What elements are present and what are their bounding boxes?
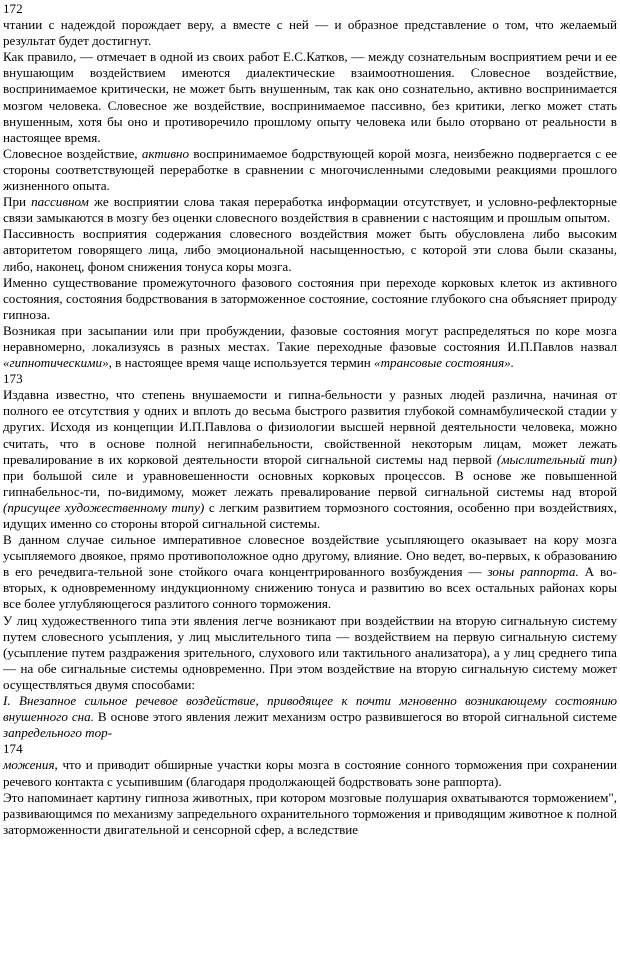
- italic-text: можения,: [3, 757, 58, 773]
- text-run: в настоящее время чаще используется термин: [111, 355, 375, 371]
- paragraph: [3, 693, 617, 741]
- text-run: Пассивность восприятия содержания словесного воздействия может быть обусловлена либо высоким авторитетом говорящего лица, либо эмоциональной насыщенностью, с которой эти слова были сказаны, либо, наконец, фоном снижения тонуса коры мозга.: [3, 226, 617, 274]
- paragraph: [3, 275, 617, 323]
- page-number: 174: [3, 741, 23, 757]
- italic-text: активно: [141, 145, 190, 161]
- paragraph: [3, 613, 617, 693]
- italic-text: зоны раппорта.: [487, 564, 579, 580]
- italic-text: запредельного тор-: [3, 725, 113, 741]
- text-run: Как правило, — отмечает в одной из своих работ Е.С.Катков, — между сознательным восприятием речи и ее внушающим воздействием имеются диалектические взаимоотношения. Словесное воздействие, воспринимаемое критически, не может быть внушенным, так как оно сознательно, активно воспринимается мозгом человека. Словесное же воздействие, воспринимаемое пассивно, без критики, легко может стать внушенным, хотя бы оно и противоречило прошлому опыту человека или было оторвано от реальности в настоящее время.: [3, 49, 617, 145]
- text-run: Это напоминает картину гипноза животных, при котором мозговые полушария охватываются торможением", развивающимся по механизму запредельного охранительного торможения и приводящим животное к полной заторможенности двигательной и сенсорной сфер, а вследствие: [3, 789, 617, 837]
- paragraph: [3, 387, 617, 532]
- text-run: Словесное воздействие,: [3, 145, 142, 161]
- page-number: 172: [3, 1, 23, 16]
- italic-text: I. Внезапное сильное речевое воздействие, приводящее к почти мгновенно возникающему состоянию внушенного сна.: [3, 693, 617, 725]
- italic-text: (мыслительный тип): [496, 451, 617, 467]
- text-run: что и приводит обширные участки коры мозга в состояние сонного торможения при сохранении речевого контакта с усыпившим (благодаря продолжающей бодрствовать зоне раппорта).: [3, 757, 617, 789]
- text-run: с легким развитием тормозного состояния, особенно при воздействиях, идущих именно со стороны второй сигнальной системы.: [3, 499, 618, 531]
- paragraph: [3, 757, 617, 789]
- document-page: [0, 1, 620, 957]
- text-run: У лиц художественного типа эти явления легче возникают при воздействии на вторую сигнальную систему путем словесного усыпления, у лиц мыслительного типа — воздействием на первую сигнальную систему (усыпление путем раздражения зрительного, слухового или тактильного анализатора), а у лиц среднего типа — на обе сигнальные системы одновременно. При этом воздействие на вторую сигнальную систему может осуществляться двумя способами:: [3, 612, 617, 692]
- text-run: При: [3, 194, 32, 210]
- text-run: Именно существование промежуточного фазового состояния при переходе корковых клеток из активного состояния, состояния бодрствования в заторможенное состояние, состояние глубокого сна объясняет природу гипноза.: [3, 274, 617, 322]
- paragraph: [3, 532, 617, 612]
- text-run: при большой силе и уравновешенности основных корковых процессов. В основе же повышенной гипнабельнос-ти, по-видимому, может лежать превалирование первой сигнальной системы над второй: [3, 467, 617, 499]
- text-run: воспринимаемое бодрствующей корой мозга, неизбежно подвергается с ее стороны соответствующей переработке в сравнении с многочисленными следовыми реакциями прошлого жизненного опыта.: [3, 145, 617, 194]
- paragraph: [3, 323, 617, 371]
- paragraph: [3, 790, 617, 838]
- text-run: Возникая при засыпании или при пробуждении, фазовые состояния могут распределяться по коре мозга неравномерно, локализуясь в разных местах. Такие переходные фазовые состояния И.П.Павлов назвал: [3, 322, 617, 354]
- paragraph: [3, 17, 617, 49]
- text-run: чтании с надеждой порождает веру, а вместе с ней — и образное представление о том, что желаемый результат будет достигнут.: [3, 17, 617, 49]
- text-run: А во-вторых, к одновременному индукционному снижению тонуса и развитию во всех остальных районах коры все более углубляющегося разлитого сонного торможения.: [3, 564, 617, 612]
- italic-text: (присущее художественному типу): [3, 499, 205, 515]
- paragraph: [3, 194, 617, 226]
- text-run: же восприятии слова такая переработка информации отсутствует, и условно-рефлекторные связи замыкаются в мозгу без оценки словесного воздействия в сравнении с настоящим и прошлым опытом.: [3, 194, 617, 226]
- page-number: 173: [3, 371, 23, 387]
- text-run: В основе этого явления лежит механизм остро развившегося во второй сигнальной системе: [93, 709, 617, 725]
- paragraph: [3, 49, 617, 146]
- paragraph: [3, 146, 617, 194]
- italic-text: «трансовые состояния».: [374, 355, 515, 371]
- paragraph: [3, 226, 617, 274]
- italic-text: пассивном: [31, 194, 89, 210]
- text-run: Издавна известно, что степень внушаемости и гипна-бельности у разных людей различна, начиная от полного ее отсутствия у одних и вплоть до весьма быстрого развития глубокой сомнамбулической стадии у других. Исходя из концепции И.П.Павлова о физиологии высшей нервной деятельности человека, можно считать, что в основе полной негипнабельности, свойственной некоторым лицам, может лежать превалирование в их корковой деятельности второй сигнальной системы над первой: [3, 387, 617, 467]
- italic-text: «гипнотическими»,: [3, 355, 112, 371]
- text-run: В данном случае сильное императивное словесное воздействие усыпляющего оказывает на кору мозга усыпляемого двоякое, прямо противоположное одно другому, влияние. Оно ведет, во-первых, к образованию в его речедвига-тельной зоне стойкого очага концентрированного возбуждения —: [3, 532, 617, 580]
